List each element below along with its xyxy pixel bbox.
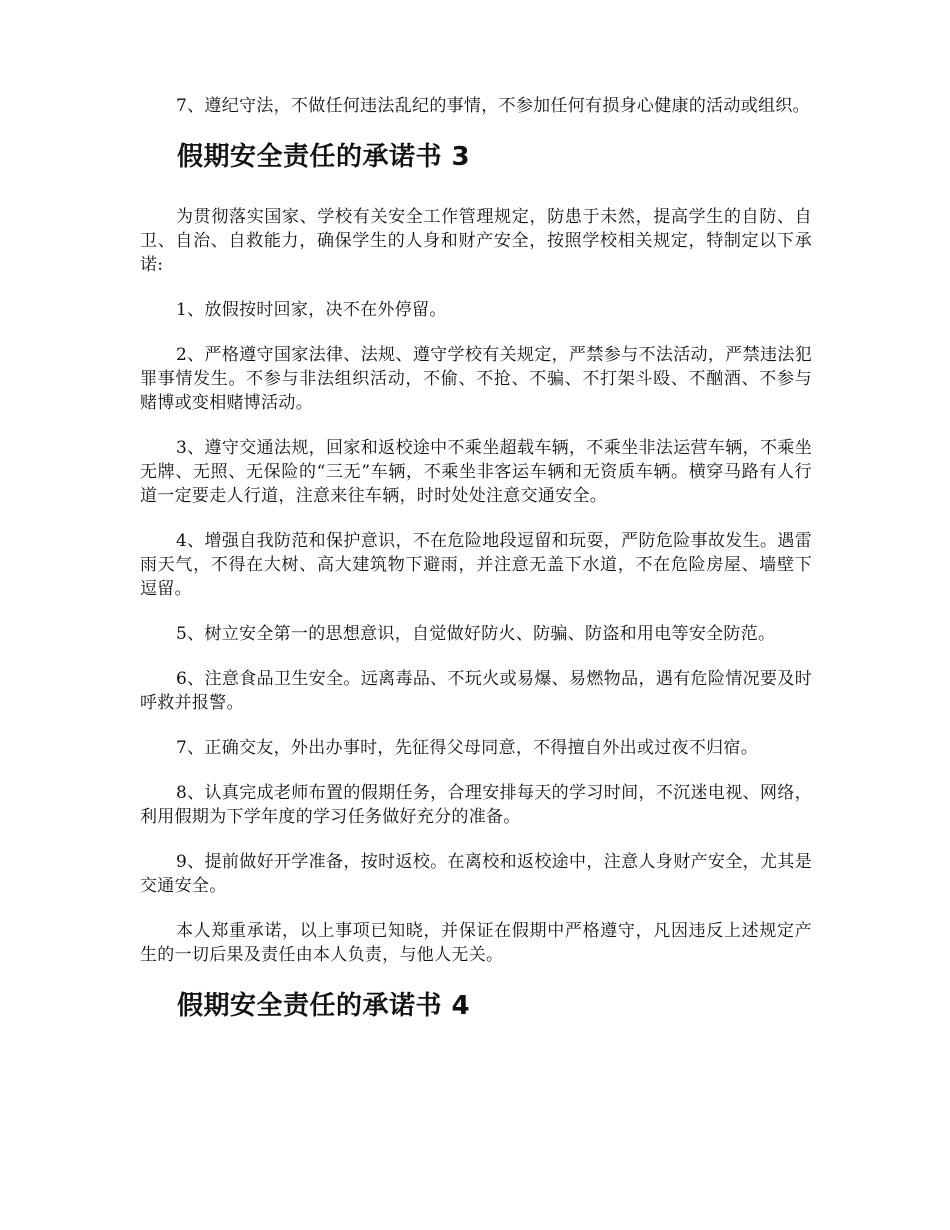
- list-item: 3、遵守交通法规，回家和返校途中不乘坐超载车辆，不乘坐非法运营车辆，不乘坐无牌、无照、无保险的“三无”车辆，不乘坐非客运车辆和无资质车辆。横穿马路有人行道一定要走人行道，注意来往车辆，时时处处注意交通安全。: [140, 438, 812, 506]
- list-item: 6、注意食品卫生安全。远离毒品、不玩火或易爆、易燃物品，遇有危险情况要及时呼救并报警。: [140, 669, 812, 713]
- list-item: 7、正确交友，外出办事时，先征得父母同意，不得擅自外出或过夜不归宿。: [176, 738, 759, 758]
- list-item: 1、放假按时回家，决不在外停留。: [176, 300, 447, 320]
- section-4-title: 假期安全责任的承诺书 4: [177, 991, 471, 1021]
- section-3-closing: 本人郑重承诺，以上事项已知晓，并保证在假期中严格遵守，凡因违反上述规定产生的一切后果及责任由本人负责，与他人无关。: [140, 921, 812, 965]
- list-item: 5、树立安全第一的思想意识，自觉做好防火、防骗、防盗和用电等安全防范。: [176, 624, 776, 644]
- intro-item-7: 7、遵纪守法，不做任何违法乱纪的事情，不参加任何有损身心健康的活动或组织。: [176, 96, 810, 116]
- list-item: 9、提前做好开学准备，按时返校。在离校和返校途中，注意人身财产安全，尤其是交通安全。: [140, 852, 812, 896]
- section-3-title: 假期安全责任的承诺书 3: [177, 142, 471, 172]
- document-content: [140, 94, 812, 1024]
- list-item: 8、认真完成老师布置的假期任务，合理安排每天的学习时间，不沉迷电视、网络，利用假期为下学年度的学习任务做好充分的准备。: [140, 783, 812, 827]
- list-item: 2、严格遵守国家法律、法规、遵守学校有关规定，严禁参与不法活动，严禁违法犯罪事情发生。不参与非法组织活动，不偷、不抢、不骗、不打架斗殴、不酗酒、不参与赌博或变相赌博活动。: [140, 345, 812, 413]
- list-item: 4、增强自我防范和保护意识，不在危险地段逗留和玩耍，严防危险事故发生。遇雷雨天气，不得在大树、高大建筑物下避雨，并注意无盖下水道，不在危险房屋、墙壁下逗留。: [140, 531, 812, 599]
- section-3-preface: 为贯彻落实国家、学校有关安全工作管理规定，防患于未然，提高学生的自防、自卫、自治、自救能力，确保学生的人身和财产安全，按照学校相关规定，特制定以下承诺:: [140, 207, 812, 275]
